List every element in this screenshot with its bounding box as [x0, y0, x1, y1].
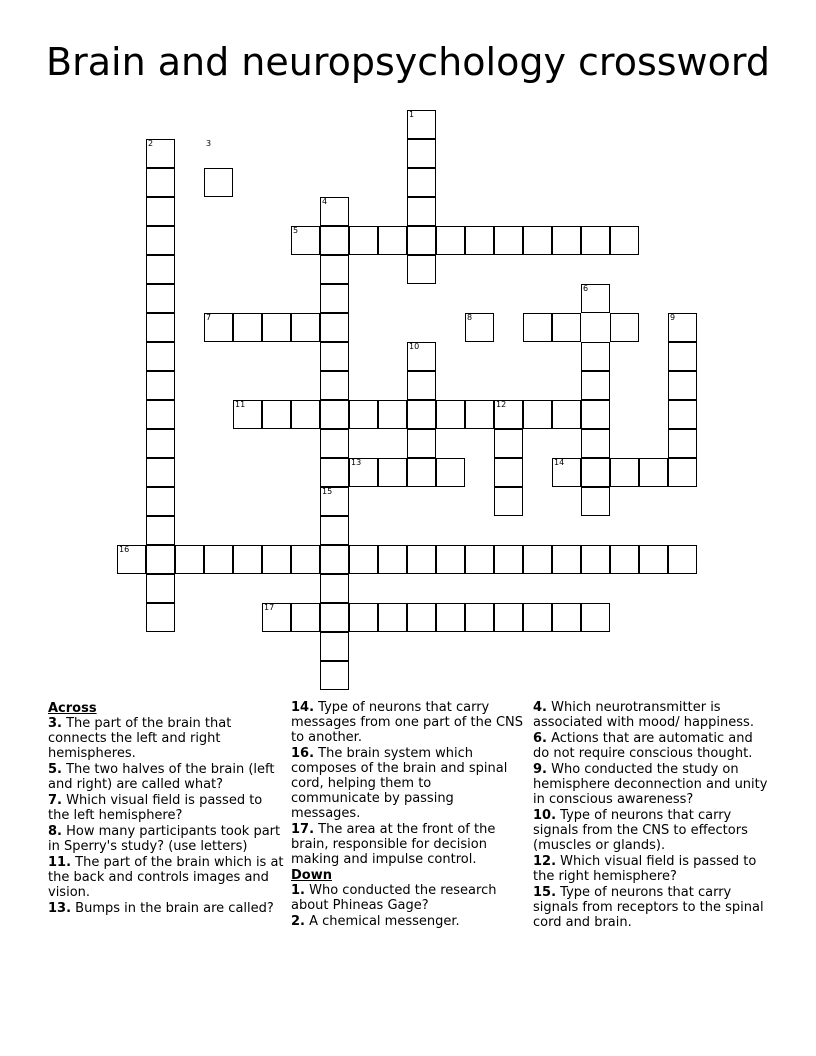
grid-cell[interactable]: [146, 429, 175, 458]
clue-number-2: 2: [148, 139, 154, 148]
clue-number-1: 1: [409, 110, 415, 119]
across-clue-list: [291, 700, 523, 867]
grid-cell[interactable]: [320, 284, 349, 313]
grid-cell[interactable]: [581, 226, 610, 255]
clue-text: A chemical messenger.: [304, 914, 460, 929]
down-clue-1: [291, 883, 523, 913]
clue-number-10: 10: [409, 342, 420, 351]
clue-text: Who conducted the research about Phineas Gage?: [291, 883, 497, 913]
grid-cell[interactable]: [436, 603, 465, 632]
clue-number-3: 3: [206, 139, 212, 148]
grid-cell[interactable]: [320, 516, 349, 545]
grid-cell[interactable]: [407, 545, 436, 574]
grid-cell[interactable]: [552, 400, 581, 429]
down-clue-9: [533, 762, 773, 807]
clue-text: Type of neurons that carry messages from one part of the CNS to another.: [291, 700, 524, 745]
grid-cell[interactable]: [378, 226, 407, 255]
grid-cell[interactable]: [320, 574, 349, 603]
grid-cell[interactable]: [436, 545, 465, 574]
clue-text: Actions that are automatic and do not require conscious thought.: [533, 731, 753, 761]
grid-cell[interactable]: [494, 487, 523, 516]
grid-cell[interactable]: [436, 458, 465, 487]
clue-number-16: 16: [119, 545, 130, 554]
grid-cell[interactable]: [465, 400, 494, 429]
grid-cell[interactable]: [639, 458, 668, 487]
clue-text: Who conducted the study on hemisphere deconnection and unity in conscious awareness?: [533, 762, 768, 807]
grid-cell[interactable]: [494, 545, 523, 574]
grid-cell[interactable]: [581, 342, 610, 371]
clue-text: Type of neurons that carry signals from receptors to the spinal cord and brain.: [533, 885, 764, 930]
clue-number: 9.: [533, 762, 547, 777]
grid-cell[interactable]: [320, 603, 349, 632]
grid-cell[interactable]: [407, 226, 436, 255]
across-header: Across: [48, 701, 97, 716]
clue-text: The brain system which composes of the brain and spinal cord, helping them to communicate by passing messages.: [291, 746, 508, 821]
grid-cell[interactable]: [262, 313, 291, 342]
grid-cell[interactable]: [320, 255, 349, 284]
grid-cell[interactable]: [581, 545, 610, 574]
grid-cell[interactable]: [552, 226, 581, 255]
grid-cell[interactable]: [146, 458, 175, 487]
grid-cell[interactable]: [320, 632, 349, 661]
grid-cell[interactable]: [262, 400, 291, 429]
grid-cell[interactable]: [175, 545, 204, 574]
clue-number-12: 12: [496, 400, 507, 409]
grid-cell[interactable]: [523, 226, 552, 255]
grid-cell[interactable]: [494, 429, 523, 458]
grid-cell[interactable]: [668, 400, 697, 429]
grid-cell[interactable]: [407, 197, 436, 226]
across-clue-11: [48, 855, 284, 900]
down-clue-list: [291, 883, 523, 929]
clue-number: 15.: [533, 885, 557, 900]
grid-cell[interactable]: [552, 313, 581, 342]
clue-number-13: 13: [351, 458, 362, 467]
grid-cell[interactable]: [320, 400, 349, 429]
clue-number: 4.: [533, 700, 547, 715]
grid-cell[interactable]: [465, 545, 494, 574]
down-clue-15: [533, 885, 773, 930]
grid-cell[interactable]: [320, 226, 349, 255]
clue-number-7: 7: [206, 313, 212, 322]
grid-cell[interactable]: [146, 603, 175, 632]
grid-cell[interactable]: [581, 400, 610, 429]
down-header: Down: [291, 868, 332, 883]
clue-number-5: 5: [293, 226, 299, 235]
grid-cell[interactable]: [378, 458, 407, 487]
grid-cell[interactable]: [610, 313, 639, 342]
grid-cell[interactable]: [407, 168, 436, 197]
clue-text: Which visual field is passed to the right hemisphere?: [533, 854, 757, 884]
clue-number: 17.: [291, 822, 315, 837]
grid-cell[interactable]: [523, 603, 552, 632]
down-clue-12: [533, 854, 773, 884]
clue-text: How many participants took part in Sperry's study? (use letters): [48, 824, 281, 854]
clue-number-15: 15: [322, 487, 333, 496]
clue-text: Which visual field is passed to the left hemisphere?: [48, 793, 263, 823]
across-clue-17: [291, 822, 523, 867]
grid-cell[interactable]: [320, 429, 349, 458]
grid-cell[interactable]: [291, 545, 320, 574]
grid-cell[interactable]: [581, 371, 610, 400]
grid-cell[interactable]: [320, 313, 349, 342]
grid-cell[interactable]: [146, 342, 175, 371]
down-clue-2: [291, 914, 523, 929]
grid-cell[interactable]: [494, 603, 523, 632]
clue-number-17: 17: [264, 603, 275, 612]
clue-number-9: 9: [670, 313, 676, 322]
clue-number: 1.: [291, 883, 305, 898]
across-clue-13: [48, 901, 284, 916]
grid-cell[interactable]: [407, 255, 436, 284]
across-clue-8: [48, 824, 284, 854]
grid-cell[interactable]: [291, 603, 320, 632]
grid-cell[interactable]: [407, 458, 436, 487]
clue-number: 6.: [533, 731, 547, 746]
grid-cell[interactable]: [378, 603, 407, 632]
clues-column-2: [291, 700, 523, 930]
grid-cell[interactable]: [465, 226, 494, 255]
grid-cell[interactable]: [407, 400, 436, 429]
grid-cell[interactable]: [552, 545, 581, 574]
down-clue-6: [533, 731, 773, 761]
clue-number: 8.: [48, 824, 62, 839]
grid-cell[interactable]: [523, 313, 552, 342]
grid-cell[interactable]: [291, 313, 320, 342]
grid-cell[interactable]: [494, 226, 523, 255]
clue-text: The area at the front of the brain, responsible for decision making and impulse control.: [291, 822, 496, 867]
grid-cell[interactable]: [552, 603, 581, 632]
grid-cell[interactable]: [262, 545, 291, 574]
clue-text: Bumps in the brain are called?: [71, 901, 274, 916]
grid-cell[interactable]: [436, 400, 465, 429]
grid-cell[interactable]: [465, 603, 494, 632]
grid-cell[interactable]: [407, 429, 436, 458]
grid-cell[interactable]: [146, 313, 175, 342]
grid-cell[interactable]: [523, 545, 552, 574]
clues-column-1: [48, 700, 284, 917]
grid-cell[interactable]: [436, 226, 465, 255]
grid-cell[interactable]: [146, 255, 175, 284]
page-title: Brain and neuropsychology crossword: [46, 40, 770, 84]
clue-text: The part of the brain which is at the back and controls images and vision.: [48, 855, 284, 900]
clue-number: 5.: [48, 762, 62, 777]
grid-cell[interactable]: [407, 371, 436, 400]
grid-cell[interactable]: [668, 429, 697, 458]
grid-cell[interactable]: [233, 545, 262, 574]
grid-cell[interactable]: [291, 400, 320, 429]
across-clue-7: [48, 793, 284, 823]
grid-cell[interactable]: [610, 226, 639, 255]
across-clue-16: [291, 746, 523, 821]
across-clue-3: [48, 716, 284, 761]
grid-cell[interactable]: [349, 603, 378, 632]
clue-number: 2.: [291, 914, 305, 929]
grid-cell[interactable]: [378, 545, 407, 574]
clue-text: The part of the brain that connects the left and right hemispheres.: [48, 716, 232, 761]
grid-cell[interactable]: [494, 458, 523, 487]
grid-cell[interactable]: [581, 458, 610, 487]
grid-cell[interactable]: [610, 545, 639, 574]
clue-text: Which neurotransmitter is associated with mood/ happiness.: [533, 700, 754, 730]
grid-cell[interactable]: [146, 226, 175, 255]
clue-text: Type of neurons that carry signals from the CNS to effectors (muscles or glands).: [533, 808, 748, 853]
grid-cell[interactable]: [204, 545, 233, 574]
grid-cell[interactable]: [407, 603, 436, 632]
grid-cell[interactable]: [581, 603, 610, 632]
grid-cell[interactable]: [146, 516, 175, 545]
clue-number: 11.: [48, 855, 72, 870]
grid-cell[interactable]: [146, 545, 175, 574]
clue-number-14: 14: [554, 458, 565, 467]
down-clue-list: [533, 700, 773, 930]
grid-cell[interactable]: [523, 400, 552, 429]
grid-cell[interactable]: [320, 661, 349, 690]
grid-cell[interactable]: [146, 197, 175, 226]
grid-cell[interactable]: [233, 313, 262, 342]
across-clue-list: [48, 716, 284, 916]
grid-cell[interactable]: [146, 168, 175, 197]
grid-cell[interactable]: [146, 574, 175, 603]
down-clue-4: [533, 700, 773, 730]
grid-cell[interactable]: [668, 342, 697, 371]
grid-cell[interactable]: [610, 458, 639, 487]
down-clue-10: [533, 808, 773, 853]
across-clue-5: [48, 762, 284, 792]
clue-number: 14.: [291, 700, 315, 715]
clue-text: The two halves of the brain (left and right) are called what?: [48, 762, 275, 792]
grid-cell[interactable]: [349, 545, 378, 574]
grid-cell[interactable]: [639, 545, 668, 574]
grid-cell[interactable]: [320, 342, 349, 371]
clues-column-3: [533, 700, 773, 931]
grid-cell[interactable]: [668, 545, 697, 574]
grid-cell[interactable]: [320, 545, 349, 574]
grid-cell[interactable]: [320, 371, 349, 400]
grid-cell[interactable]: [581, 429, 610, 458]
grid-cell[interactable]: [349, 400, 378, 429]
across-clue-14: [291, 700, 523, 745]
clue-number: 7.: [48, 793, 62, 808]
clue-number-11: 11: [235, 400, 246, 409]
grid-cell[interactable]: [146, 487, 175, 516]
grid-cell[interactable]: [349, 226, 378, 255]
grid-cell[interactable]: [146, 284, 175, 313]
clue-number-4: 4: [322, 197, 328, 206]
grid-cell[interactable]: [407, 139, 436, 168]
clue-number-8: 8: [467, 313, 473, 322]
clue-number: 16.: [291, 746, 315, 761]
grid-cell[interactable]: [320, 458, 349, 487]
grid-cell[interactable]: [581, 487, 610, 516]
grid-cell[interactable]: [146, 400, 175, 429]
grid-cell[interactable]: [204, 168, 233, 197]
clue-number: 13.: [48, 901, 72, 916]
clue-number: 3.: [48, 716, 62, 731]
grid-cell[interactable]: [668, 371, 697, 400]
grid-cell[interactable]: [146, 371, 175, 400]
clue-number-6: 6: [583, 284, 589, 293]
clue-number: 12.: [533, 854, 557, 869]
grid-cell[interactable]: [378, 400, 407, 429]
grid-cell[interactable]: [668, 458, 697, 487]
clue-number: 10.: [533, 808, 557, 823]
